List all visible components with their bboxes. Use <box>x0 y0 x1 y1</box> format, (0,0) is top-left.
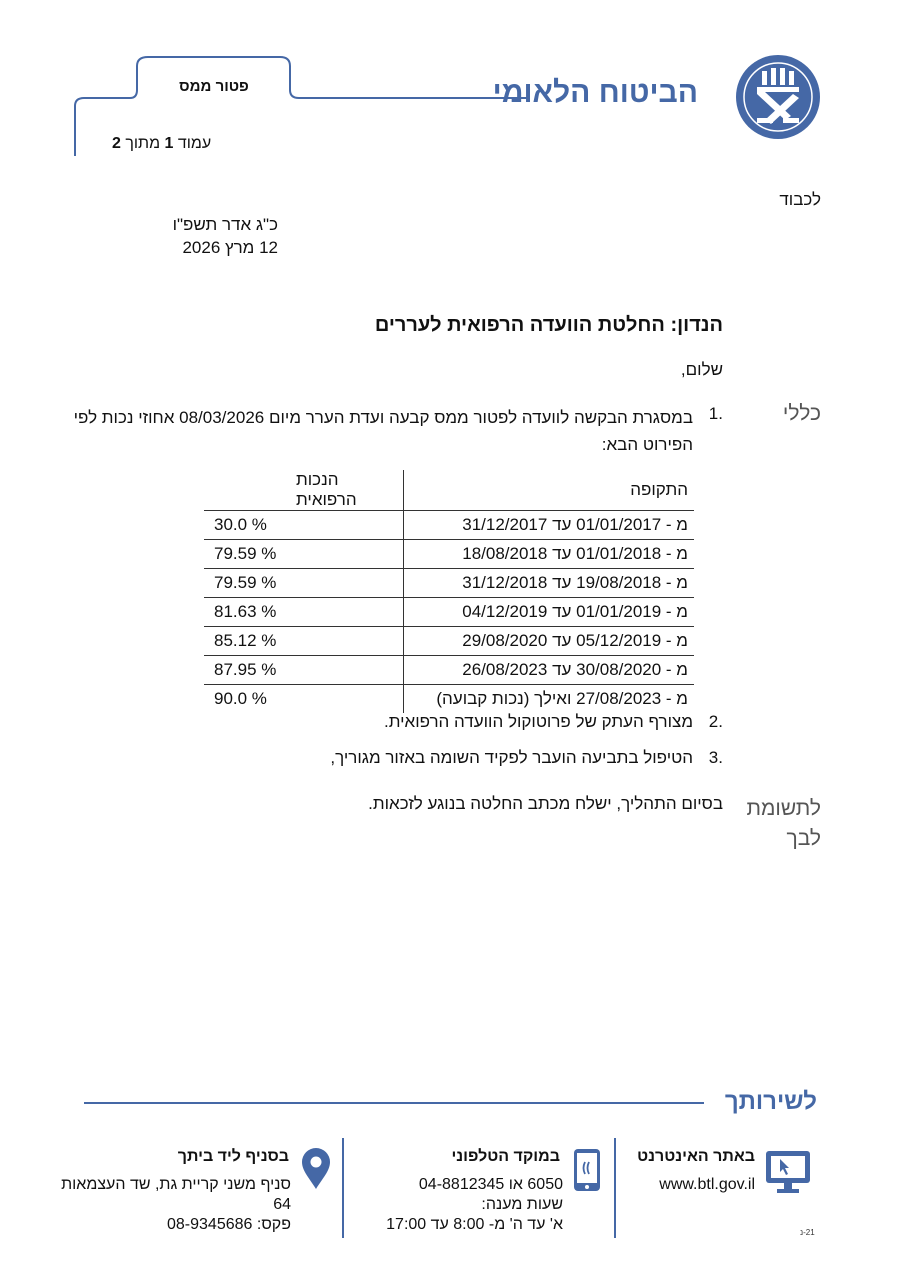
map-pin-icon <box>300 1146 332 1190</box>
percent-value: 90.0 % <box>214 689 267 708</box>
percent-cell <box>204 656 404 685</box>
phone-hours-label: שעות מענה: <box>481 1196 563 1213</box>
item-text: הטיפול בתביעה הועבר לפקיד השומה באזור מגוריך, <box>330 748 693 767</box>
footer-branch-details <box>41 1175 291 1235</box>
gregorian-date: 12 מרץ 2026 <box>182 238 278 257</box>
page-prefix: עמוד <box>173 135 212 152</box>
percent-cell <box>204 540 404 569</box>
phone-numbers[interactable]: 6050 או 04-8812345 <box>418 1176 563 1193</box>
footer-branch-title: בסניף ליד ביתך <box>177 1148 289 1165</box>
organization-name: הביטוח הלאומי <box>492 76 698 109</box>
percent-cell <box>204 569 404 598</box>
period-cell: מ - 01/01/2017 עד 31/12/2017 <box>404 511 695 540</box>
percent-value: 85.12 % <box>214 631 277 650</box>
table-row <box>204 656 694 685</box>
period-cell: מ - 27/08/2023 ואילך (נכות קבועה) <box>404 685 695 714</box>
footer-phone-details <box>323 1175 563 1235</box>
website-link[interactable]: www.btl.gov.il <box>659 1176 755 1193</box>
table-row <box>204 569 694 598</box>
percent-value: 79.59 % <box>214 573 277 592</box>
period-cell: מ - 05/12/2019 עד 29/08/2020 <box>404 627 695 656</box>
side-label-general: כללי <box>782 402 821 425</box>
period-cell: מ - 19/08/2018 עד 31/12/2018 <box>404 569 695 598</box>
footer-phone-title: במוקד הטלפוני <box>451 1148 560 1165</box>
item-text: מצורף העתק של פרוטוקול הוועדה הרפואית. <box>383 712 693 731</box>
footer-divider <box>84 1102 704 1104</box>
percent-value: 81.63 % <box>214 602 277 621</box>
page-current: 1 <box>164 135 174 152</box>
table-row <box>204 598 694 627</box>
form-code: 21-נ <box>800 1228 815 1237</box>
footer-column-separator <box>614 1138 616 1238</box>
hebrew-date: כ"ג אדר תשפ"ו <box>172 215 278 234</box>
letter-subject: הנדון: החלטת הוועדה הרפואית לעררים <box>374 314 723 336</box>
page-indicator <box>112 135 211 153</box>
percent-cell <box>204 627 404 656</box>
phone-hours: א' עד ה' מ- 8:00 עד 17:00 <box>386 1216 563 1233</box>
item-number: .1 <box>708 404 723 423</box>
page-total: 2 <box>112 135 121 152</box>
percent-cell <box>204 685 404 714</box>
greeting: שלום, <box>680 360 723 379</box>
percent-value: 79.59 % <box>214 544 277 563</box>
period-cell: מ - 01/01/2018 עד 18/08/2018 <box>404 540 695 569</box>
percent-value: 87.95 % <box>214 660 277 679</box>
addressee-label: לכבוד <box>779 190 821 209</box>
footer-title: לשירותך <box>724 1088 817 1115</box>
page-middle: מתוך <box>120 135 165 152</box>
computer-cursor-icon <box>764 1148 812 1196</box>
table-row <box>204 627 694 656</box>
branch-fax: פקס: 08-9345686 <box>167 1216 291 1233</box>
footer-web-title: באתר האינטרנט <box>637 1148 755 1165</box>
table-row <box>204 511 694 540</box>
period-column-header: התקופה <box>404 470 695 511</box>
closing-text: בסיום התהליך, ישלח מכתב החלטה בנוגע לזכאות. <box>368 794 723 813</box>
item-number: .3 <box>708 748 723 767</box>
item-text: במסגרת הבקשה לוועדה לפטור ממס קבעה ועדת הערר מיום 08/03/2026 אחוזי נכות לפי הפירוט הבא: <box>73 408 693 454</box>
percent-value: 30.0 % <box>214 515 267 534</box>
table-row <box>204 540 694 569</box>
branch-address: סניף משני קריית גת, שד העצמאות 64 <box>61 1176 291 1213</box>
disability-percent-table <box>204 470 694 713</box>
period-cell: מ - 01/01/2019 עד 04/12/2019 <box>404 598 695 627</box>
document-type-tab: פטור ממס <box>179 78 249 95</box>
period-cell: מ - 30/08/2020 עד 26/08/2023 <box>404 656 695 685</box>
table-row <box>204 685 694 714</box>
organization-logo <box>735 54 821 140</box>
percent-cell <box>204 511 404 540</box>
percent-cell <box>204 598 404 627</box>
item-number: .2 <box>708 712 723 731</box>
percent-column-header: הנכות הרפואית <box>296 470 357 509</box>
table-header-row <box>204 470 694 511</box>
mobile-phone-icon <box>573 1148 601 1192</box>
side-label-attention: לתשומת לבך <box>746 797 821 850</box>
